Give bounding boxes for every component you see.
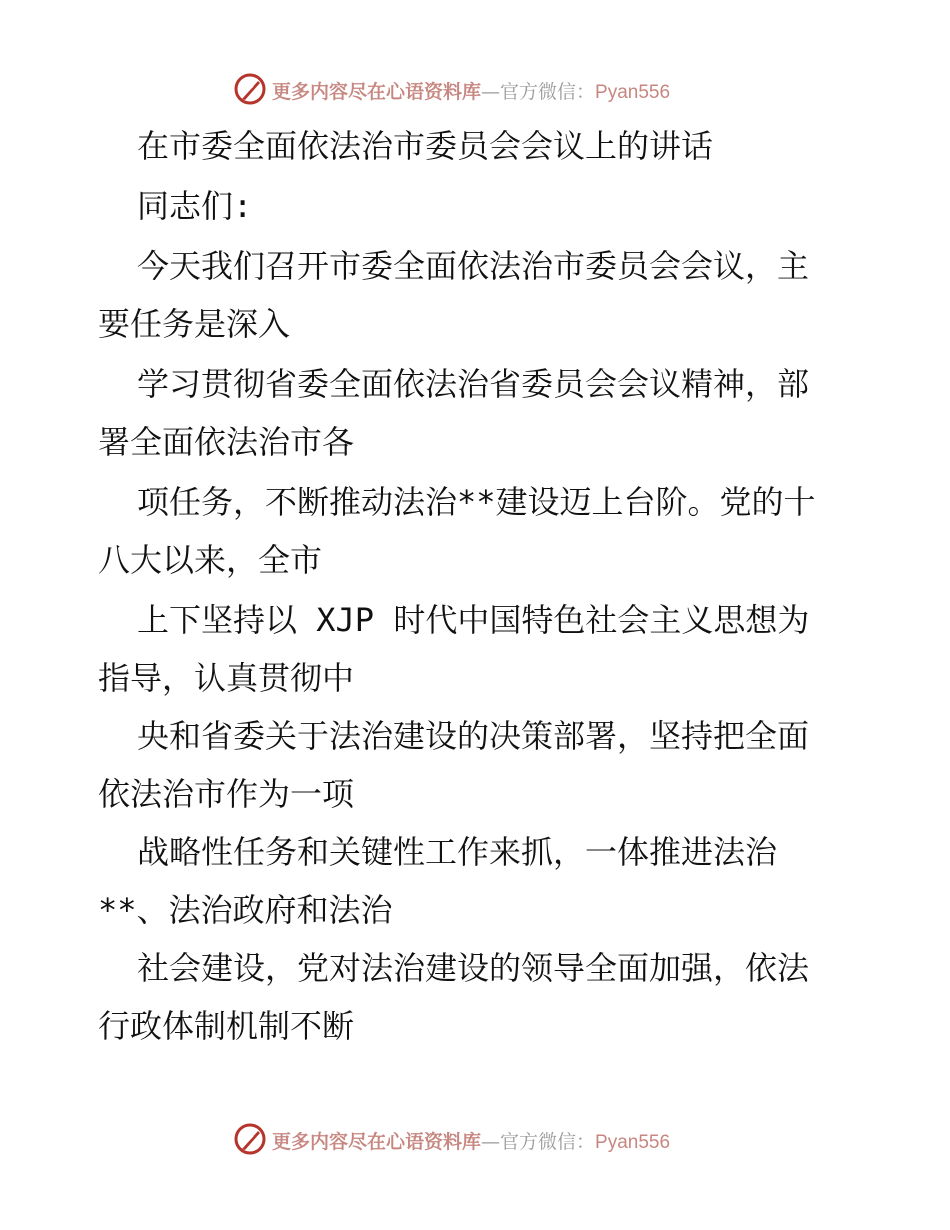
paragraph-line: 战略性任务和关键性工作来抓，一体推进法治 [137, 833, 778, 871]
document-title: 在市委全面依法治市委员会会议上的讲话 [137, 127, 714, 165]
paragraph-line: 要任务是深入 [98, 305, 291, 343]
salutation: 同志们: [137, 187, 253, 225]
paragraph-line: 行政体制机制不断 [98, 1007, 355, 1045]
watermark-text: 更多内容尽在心语资料库—官方微信：Pyan556 [272, 1131, 671, 1153]
paragraph-line: 学习贯彻省委全面依法治省委员会会议精神，部 [137, 365, 810, 403]
paragraph-line: 八大以来，全市 [98, 541, 323, 579]
paragraph-line: 上下坚持以 XJP 时代中国特色社会主义思想为 [137, 601, 810, 639]
paragraph-line: 指导，认真贯彻中 [98, 659, 355, 697]
paragraph-line: 项任务，不断推动法治**建设迈上台阶。党的十 [137, 483, 816, 521]
watermark-text: 更多内容尽在心语资料库—官方微信：Pyan556 [272, 81, 671, 103]
paragraph-line: 署全面依法治市各 [98, 423, 355, 461]
watermark-footer [0, 1120, 950, 1160]
paragraph-line: 社会建设，党对法治建设的领导全面加强，依法 [137, 949, 810, 987]
paragraph-line: 依法治市作为一项 [98, 775, 355, 813]
quill-pen-logo-icon [233, 1122, 267, 1156]
paragraph-line: **、法治政府和法治 [98, 891, 393, 929]
paragraph-line: 央和省委关于法治建设的决策部署，坚持把全面 [137, 717, 810, 755]
paragraph-line: 今天我们召开市委全面依法治市委员会会议，主 [137, 247, 810, 285]
